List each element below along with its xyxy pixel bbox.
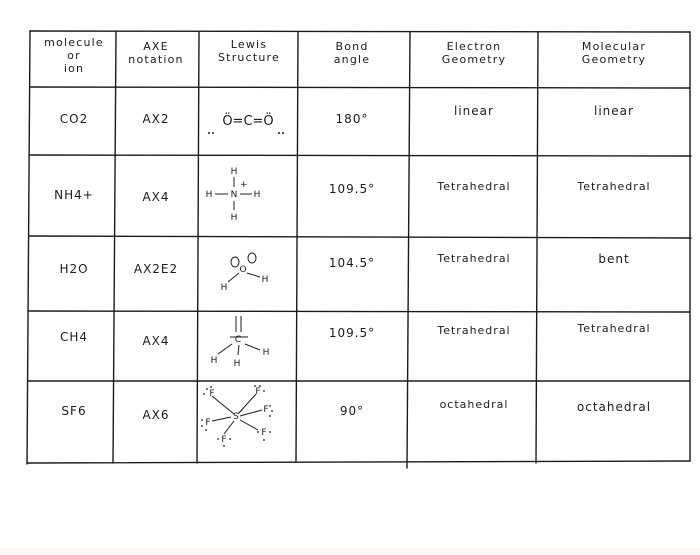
row2-molecular-geometry: Tetrahedral — [577, 180, 651, 193]
lewis-charge: + — [240, 180, 248, 190]
header-electron-line1: Electron — [446, 40, 502, 53]
column-divider — [113, 32, 116, 463]
table-top-border — [30, 31, 690, 32]
row-divider — [29, 155, 691, 156]
lewis-h-right: H — [261, 275, 269, 285]
row4-lewis-structure — [200, 312, 296, 380]
header-axe-line2: notation — [128, 53, 184, 66]
lewis-h-left: H — [205, 190, 213, 200]
header-molecular-geometry — [540, 40, 688, 66]
row4-molecule: CH4 — [59, 330, 89, 344]
lewis-formula-co2: Ö=C=Ö — [222, 114, 274, 129]
row4-bond-angle: 109.5° — [328, 326, 376, 340]
header-lewis-line1: Lewis — [230, 38, 268, 51]
header-molecular-line1: Molecular — [581, 40, 647, 53]
row2-electron-geometry: Tetrahedral — [437, 180, 511, 193]
header-bond-angle — [300, 40, 404, 66]
row4-axe: AX4 — [142, 334, 170, 348]
row1-molecule: CO2 — [59, 112, 89, 126]
row3-molecule: H2O — [59, 262, 89, 276]
row1-lewis-structure — [200, 102, 296, 138]
header-molecule-line3: ion — [63, 62, 85, 75]
header-axe — [116, 40, 196, 66]
header-molecule-line2: or — [67, 49, 81, 62]
lewis-f-1: F — [209, 389, 215, 399]
row4-electron-geometry: Tetrahedral — [437, 324, 511, 337]
row-divider — [28, 311, 690, 312]
page-bottom-edge — [0, 548, 700, 555]
column-divider — [407, 32, 410, 468]
table-left-border — [27, 31, 30, 464]
lewis-h-right: H — [262, 348, 270, 358]
header-molecular-line2: Geometry — [581, 53, 647, 66]
column-divider — [536, 32, 538, 463]
row5-lewis-structure — [200, 384, 296, 458]
header-electron-geometry — [412, 40, 536, 66]
row3-molecular-geometry: bent — [598, 252, 630, 266]
lewis-s-center: S — [233, 412, 239, 422]
header-molecule-line1: molecule — [44, 36, 104, 49]
row1-axe: AX2 — [142, 112, 170, 126]
lewis-h-bottom: H — [230, 213, 238, 223]
row3-axe: AX2E2 — [133, 262, 179, 276]
row3-bond-angle: 104.5° — [328, 256, 376, 270]
lewis-f-4: F — [205, 418, 211, 428]
row1-bond-angle: 180° — [335, 112, 369, 126]
lewis-h-top: H — [230, 167, 238, 177]
header-lewis — [201, 38, 297, 64]
row3-lewis-structure — [200, 240, 296, 308]
row5-axe: AX6 — [142, 408, 170, 422]
column-divider — [296, 32, 298, 462]
column-divider — [197, 32, 199, 463]
row-divider — [30, 87, 690, 88]
lewis-h-mid: H — [233, 359, 241, 369]
row2-bond-angle: 109.5° — [328, 182, 376, 196]
lewis-n-center: N — [230, 190, 238, 200]
lewis-f-2: F — [255, 387, 261, 397]
header-lewis-line2: Structure — [218, 51, 280, 64]
lewis-f-6: F — [261, 428, 267, 438]
table-bottom-border — [27, 461, 690, 463]
lewis-f-5: F — [221, 435, 227, 445]
row4-molecular-geometry: Tetrahedral — [577, 322, 651, 335]
row3-electron-geometry: Tetrahedral — [437, 252, 511, 265]
header-electron-line2: Geometry — [441, 53, 507, 66]
row-divider — [29, 236, 691, 238]
row5-bond-angle: 90° — [339, 404, 365, 418]
row5-molecular-geometry: octahedral — [576, 400, 652, 414]
row5-molecule: SF6 — [61, 404, 87, 418]
row1-electron-geometry: linear — [454, 104, 494, 118]
lewis-h-left: H — [210, 356, 218, 366]
header-angle-line2: angle — [333, 53, 371, 66]
row5-electron-geometry: octahedral — [439, 398, 509, 411]
header-angle-line1: Bond — [335, 40, 369, 53]
row2-molecule: NH4+ — [54, 188, 94, 202]
header-molecule — [34, 36, 114, 75]
header-axe-line1: AXE — [143, 40, 169, 53]
lewis-c-center: C — [234, 335, 242, 345]
row2-lewis-structure — [200, 160, 296, 232]
lewis-h-left: H — [220, 283, 228, 293]
lewis-f-3: F — [263, 405, 269, 415]
row2-axe: AX4 — [142, 190, 170, 204]
row1-molecular-geometry: linear — [594, 104, 634, 118]
lewis-h-right: H — [253, 190, 261, 200]
lewis-o-center: O — [239, 265, 247, 275]
